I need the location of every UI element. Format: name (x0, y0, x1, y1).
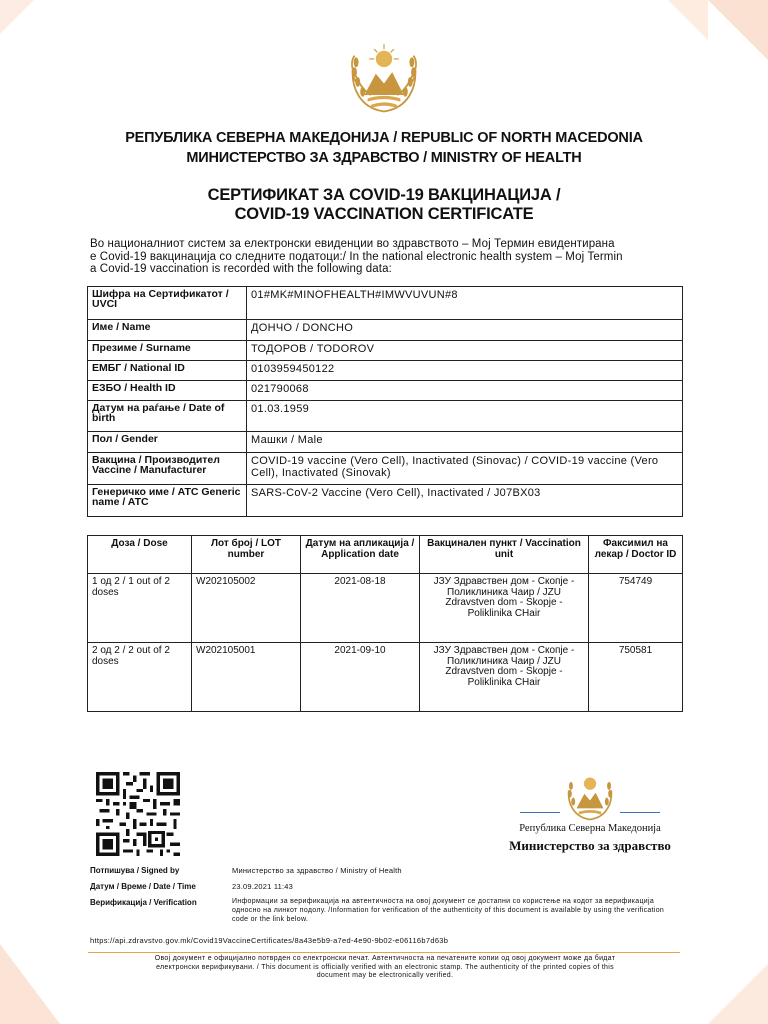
signed-by-value: Министерство за здравство / Ministry of Health (232, 866, 402, 875)
signed-by-label: Потпишува / Signed by (90, 866, 180, 875)
info-value: Машки / Male (247, 432, 683, 453)
header-application-date: Датум на апликација / Application date (301, 536, 420, 574)
dose-table-header (88, 536, 683, 574)
header-ministry: МИНИСТЕРСТВО ЗА ЗДРАВСТВО / MINISTRY OF HEALTH (186, 150, 582, 166)
info-label: Презиме / Surname (88, 341, 247, 361)
doctor-cell: 754749 (589, 574, 683, 643)
header-dose: Доза / Dose (88, 536, 192, 574)
lot-cell: W202105002 (192, 574, 301, 643)
table-row (88, 643, 683, 712)
info-label: Шифра на Сертификатот / UVCI (88, 287, 247, 320)
info-label: Датум на раѓање / Date of birth (88, 401, 247, 432)
info-row-gender (88, 432, 683, 453)
info-value: 01#MK#MINOFHEALTH#IMWVUVUN#8 (247, 287, 683, 320)
personal-info-table (87, 286, 683, 517)
verification-label: Верификација / Verification (90, 898, 197, 907)
intro-text (90, 238, 680, 276)
info-value: ТОДОРОВ / TODOROV (247, 341, 683, 361)
info-value: 021790068 (247, 381, 683, 401)
stamp-divider-left (520, 812, 560, 813)
vaccination-doses-table (87, 535, 683, 712)
info-row-uvci (88, 287, 683, 320)
unit-cell: ЈЗУ Здравствен дом - Скопје - Поликлиника Чаир / JZU Zdravstven dom - Skopje - Poliklinika CHair (420, 574, 589, 643)
info-label: Вакцина / Производител Vaccine / Manufacturer (88, 453, 247, 485)
info-row-generic-name (88, 485, 683, 517)
info-label: Име / Name (88, 320, 247, 341)
dose-cell: 2 од 2 / 2 out of 2 doses (88, 643, 192, 712)
datetime-value: 23.09.2021 11:43 (232, 882, 294, 891)
qr-code-icon[interactable] (96, 772, 180, 856)
stamp-divider-right (620, 812, 660, 813)
footer-divider (88, 952, 680, 953)
intro-line-1: Во националниот систем за електронски евиденции во здравството – Мој Термин евидентирана (90, 238, 615, 250)
intro-line-3: a Covid-19 vaccination is recorded with the following data: (90, 263, 392, 275)
dose-cell: 1 од 2 / 1 out of 2 doses (88, 574, 192, 643)
info-label: Генеричко име / ATC Generic name / ATC (88, 485, 247, 517)
corner-decoration-top-right (708, 0, 768, 60)
date-cell: 2021-08-18 (301, 574, 420, 643)
verification-url-link[interactable]: https://api.zdravstvo.gov.mk/Covid19VaccineCertificates/8a43e5b9-a7ed-4e90-9b02-e06116b7d63b (90, 936, 449, 945)
info-row-name (88, 320, 683, 341)
info-row-vaccine (88, 453, 683, 485)
header-republic: РЕПУБЛИКА СЕВЕРНА МАКЕДОНИЈА / REPUBLIC OF NORTH MACEDONIA (125, 130, 643, 146)
corner-decoration-top-right-inner (668, 0, 708, 40)
corner-decoration-bottom-left (0, 944, 60, 1024)
intro-line-2: е Covid-19 вакцинација со следните податоци:/ In the national electronic health system – Мој Termin (90, 250, 623, 263)
certificate-title-line-2: COVID-19 VACCINATION CERTIFICATE (234, 205, 534, 223)
stamp-republic-text: Република Северна Македонија (519, 823, 661, 834)
info-value: 01.03.1959 (247, 401, 683, 432)
verification-value: Информации за верификација на автентичноста на овој документ се достапни со користење на кодот за верификација односно на линкот подолу. /Information for verification of the authenticity of this document is available by using the verification code or the link below. (232, 898, 665, 923)
corner-decoration-bottom-right (708, 964, 768, 1024)
coat-of-arms-icon (343, 36, 425, 118)
info-value: 0103959450122 (247, 361, 683, 381)
info-row-date-of-birth (88, 401, 683, 432)
info-label: Пол / Gender (88, 432, 247, 453)
info-label: ЕМБГ / National ID (88, 361, 247, 381)
info-row-national-id (88, 361, 683, 381)
info-value: ДОНЧО / DONCHO (247, 320, 683, 341)
corner-decoration-top-left (0, 0, 34, 34)
lot-cell: W202105001 (192, 643, 301, 712)
unit-cell: ЈЗУ Здравствен дом - Скопје - Поликлиника Чаир / JZU Zdravstven dom - Skopje - Poliklinika CHair (420, 643, 589, 712)
doctor-cell: 750581 (589, 643, 683, 712)
info-row-surname (88, 341, 683, 361)
info-value: COVID-19 vaccine (Vero Cell), Inactivated (Sinovac) / COVID-19 vaccine (Vero Cell), Inactivated (Sinovak) (247, 453, 683, 485)
coat-of-arms-stamp-icon (562, 768, 618, 824)
info-label: ЕЗБО / Health ID (88, 381, 247, 401)
certificate-title-line-1: СЕРТИФИКАТ ЗА COVID-19 ВАКЦИНАЦИЈА / (207, 186, 561, 204)
header-doctor-id: Факсимил на лекар / Doctor ID (589, 536, 683, 574)
info-row-health-id (88, 381, 683, 401)
stamp-ministry-text: Министерство за здравство (509, 838, 671, 853)
date-cell: 2021-09-10 (301, 643, 420, 712)
header-vaccination-unit: Вакцинален пункт / Vaccination unit (420, 536, 589, 574)
footer-disclaimer: Овој документ е официјално потврден со електронски печат. Автентичноста на печатените копии од овој документ може да бидат електронски верификувани. / This document is officially verified with an electronic stamp. The authenticity of the printed copies of this document may be electronically verified. (154, 955, 616, 979)
header-lot-number: Лот број / LOT number (192, 536, 301, 574)
info-value: SARS-CoV-2 Vaccine (Vero Cell), Inactivated / J07BX03 (247, 485, 683, 517)
table-row (88, 574, 683, 643)
datetime-label: Датум / Време / Date / Time (90, 882, 196, 891)
